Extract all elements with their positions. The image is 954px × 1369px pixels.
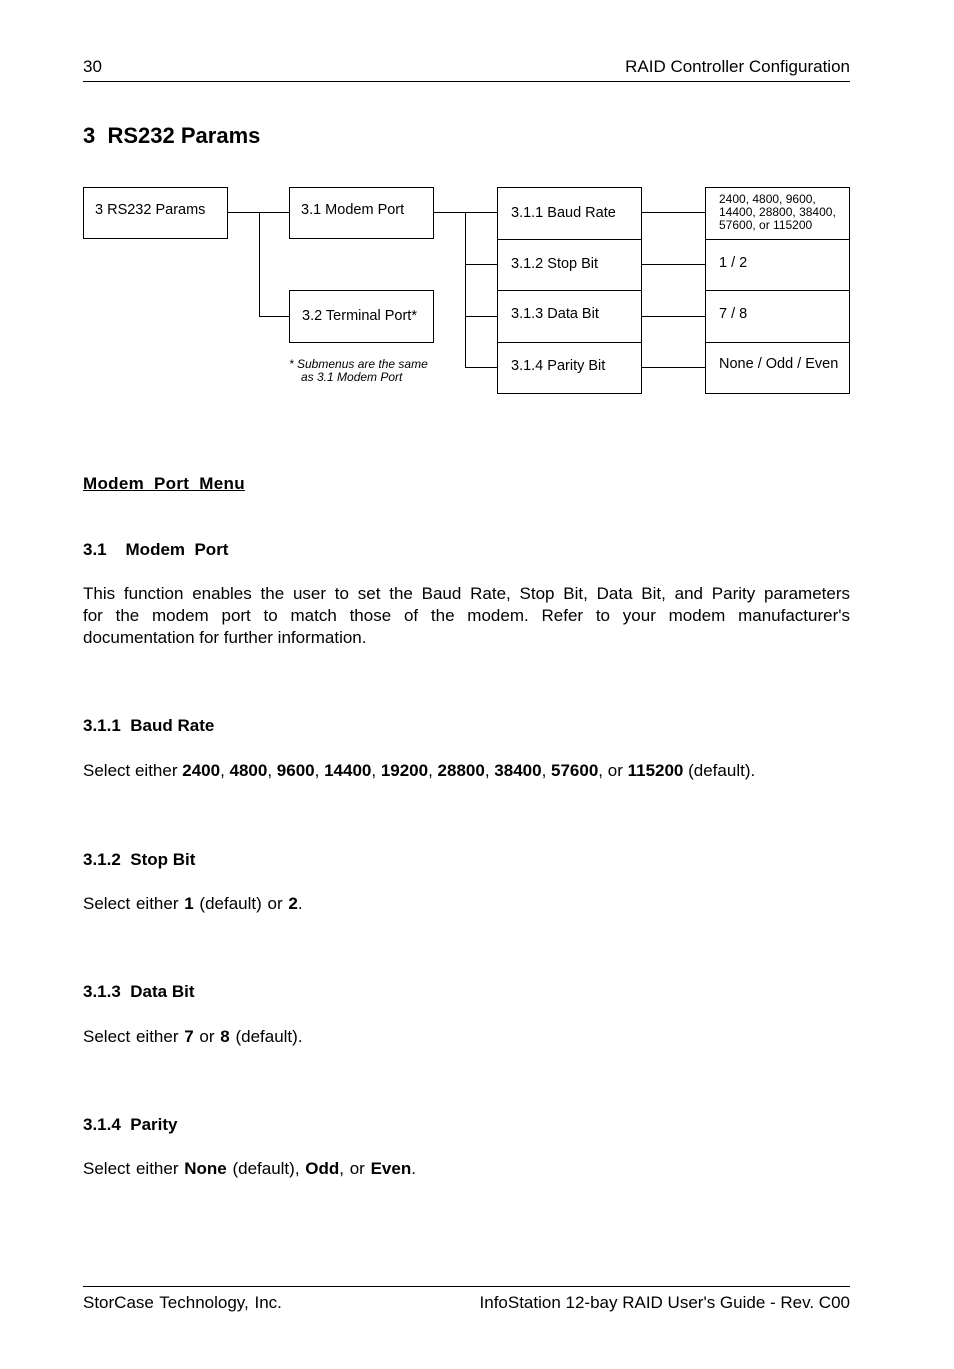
heading-3-1-1: 3.1.1 Baud Rate	[83, 716, 215, 735]
node-parity-bit-label: 3.1.4 Parity Bit	[511, 358, 606, 374]
separator: ,	[220, 761, 230, 780]
separator: ,	[267, 761, 277, 780]
footer-guide-title: InfoStation 12-bay RAID User's Guide - Rev. C00	[479, 1293, 850, 1312]
baud-values-line: 2400, 4800, 9600,	[719, 192, 816, 206]
node-baud-rate-label: 3.1.1 Baud Rate	[511, 205, 616, 221]
parity-option: None	[184, 1159, 227, 1178]
separator: ,	[541, 761, 552, 780]
node-terminal-port-label: 3.2 Terminal Port*	[302, 308, 417, 324]
text: .	[411, 1159, 416, 1178]
section-title	[83, 123, 260, 149]
node-stop-bit-label: 3.1.2 Stop Bit	[511, 256, 599, 272]
diagram-note-line1: * Submenus are the same	[289, 357, 428, 371]
diagram-note-line2: as 3.1 Modem Port	[301, 370, 403, 384]
connector	[642, 316, 705, 317]
text: (default).	[229, 1027, 303, 1046]
text: , or	[339, 1159, 371, 1178]
submenu-divider	[497, 342, 642, 343]
connector	[465, 212, 466, 368]
submenu-divider	[497, 290, 642, 291]
text: (default) or	[193, 894, 289, 913]
values-divider	[705, 342, 850, 343]
baud-option: 57600	[551, 761, 599, 780]
text: Select either	[83, 1159, 185, 1178]
text: Select either	[83, 761, 183, 780]
section-title-text: RS232 Params	[107, 123, 261, 148]
baud-option: 4800	[229, 761, 268, 780]
paragraph-3-1-1	[83, 760, 755, 782]
baud-option: 38400	[494, 761, 542, 780]
parity-option: Odd	[305, 1159, 340, 1178]
paragraph-line: This function enables the user to set the Baud Rate, Stop Bit, Data Bit, and Parity parameters	[83, 584, 850, 603]
connector	[642, 212, 705, 213]
parity-option: Even	[370, 1159, 412, 1178]
baud-option: 9600	[276, 761, 315, 780]
paragraph-line: for the modem port to match those of the modem. Refer to your modem manufacturer's	[83, 606, 850, 625]
text: or	[193, 1027, 221, 1046]
section-number: 3	[83, 123, 96, 148]
heading-3-1-2: 3.1.2 Stop Bit	[83, 850, 196, 869]
text: Select either	[83, 1027, 185, 1046]
node-parity-values: None / Odd / Even	[719, 356, 839, 372]
running-header-title: RAID Controller Configuration	[625, 57, 850, 76]
baud-option: 28800	[437, 761, 485, 780]
baud-option: 19200	[380, 761, 429, 780]
node-baud-values	[719, 193, 836, 232]
paragraph-line: documentation for further information.	[83, 628, 367, 647]
data-bit-option: 8	[220, 1027, 230, 1046]
paragraph-3-1-4	[83, 1158, 416, 1180]
connector	[642, 367, 705, 368]
connector	[465, 264, 497, 265]
node-rs232-params-label: 3 RS232 Params	[95, 202, 206, 218]
text: Select either	[83, 894, 185, 913]
node-modem-port-label: 3.1 Modem Port	[301, 202, 405, 218]
node-data-values: 7 / 8	[719, 306, 748, 322]
diagram-note	[289, 358, 428, 384]
values-divider	[705, 290, 850, 291]
baud-option: 2400	[182, 761, 221, 780]
footer-rule	[83, 1286, 850, 1287]
menu-title: Modem Port Menu	[83, 474, 245, 493]
stop-bit-option: 1	[184, 894, 194, 913]
separator: ,	[484, 761, 495, 780]
page-number: 30	[83, 57, 102, 76]
separator: ,	[371, 761, 381, 780]
text: (default),	[226, 1159, 306, 1178]
baud-option-default: 115200	[627, 761, 684, 780]
connector	[259, 212, 260, 317]
connector	[642, 264, 705, 265]
data-bit-option: 7	[184, 1027, 194, 1046]
heading-3-1-4: 3.1.4 Parity	[83, 1115, 178, 1134]
stop-bit-option: 2	[288, 894, 298, 913]
separator: ,	[314, 761, 325, 780]
submenu-divider	[497, 239, 642, 240]
baud-values-line: 57600, or 115200	[719, 218, 813, 232]
paragraph-3-1-3	[83, 1026, 303, 1048]
heading-3-1-3: 3.1.3 Data Bit	[83, 982, 195, 1001]
node-data-bit-label: 3.1.3 Data Bit	[511, 306, 599, 322]
text: .	[297, 894, 303, 913]
heading-3-1: 3.1 Modem Port	[83, 540, 229, 559]
separator: , or	[598, 761, 628, 780]
values-divider	[705, 239, 850, 240]
connector	[465, 316, 497, 317]
baud-values-line: 14400, 28800, 38400,	[719, 205, 836, 219]
paragraph-3-1-2	[83, 893, 303, 915]
footer-company: StorCase Technology, Inc.	[83, 1293, 282, 1312]
baud-option: 14400	[324, 761, 372, 780]
node-stop-values: 1 / 2	[719, 255, 748, 271]
header-rule	[83, 81, 850, 82]
paragraph-3-1	[83, 583, 850, 649]
connector	[259, 316, 289, 317]
separator: ,	[428, 761, 438, 780]
text: (default).	[683, 761, 756, 780]
connector	[465, 367, 497, 368]
